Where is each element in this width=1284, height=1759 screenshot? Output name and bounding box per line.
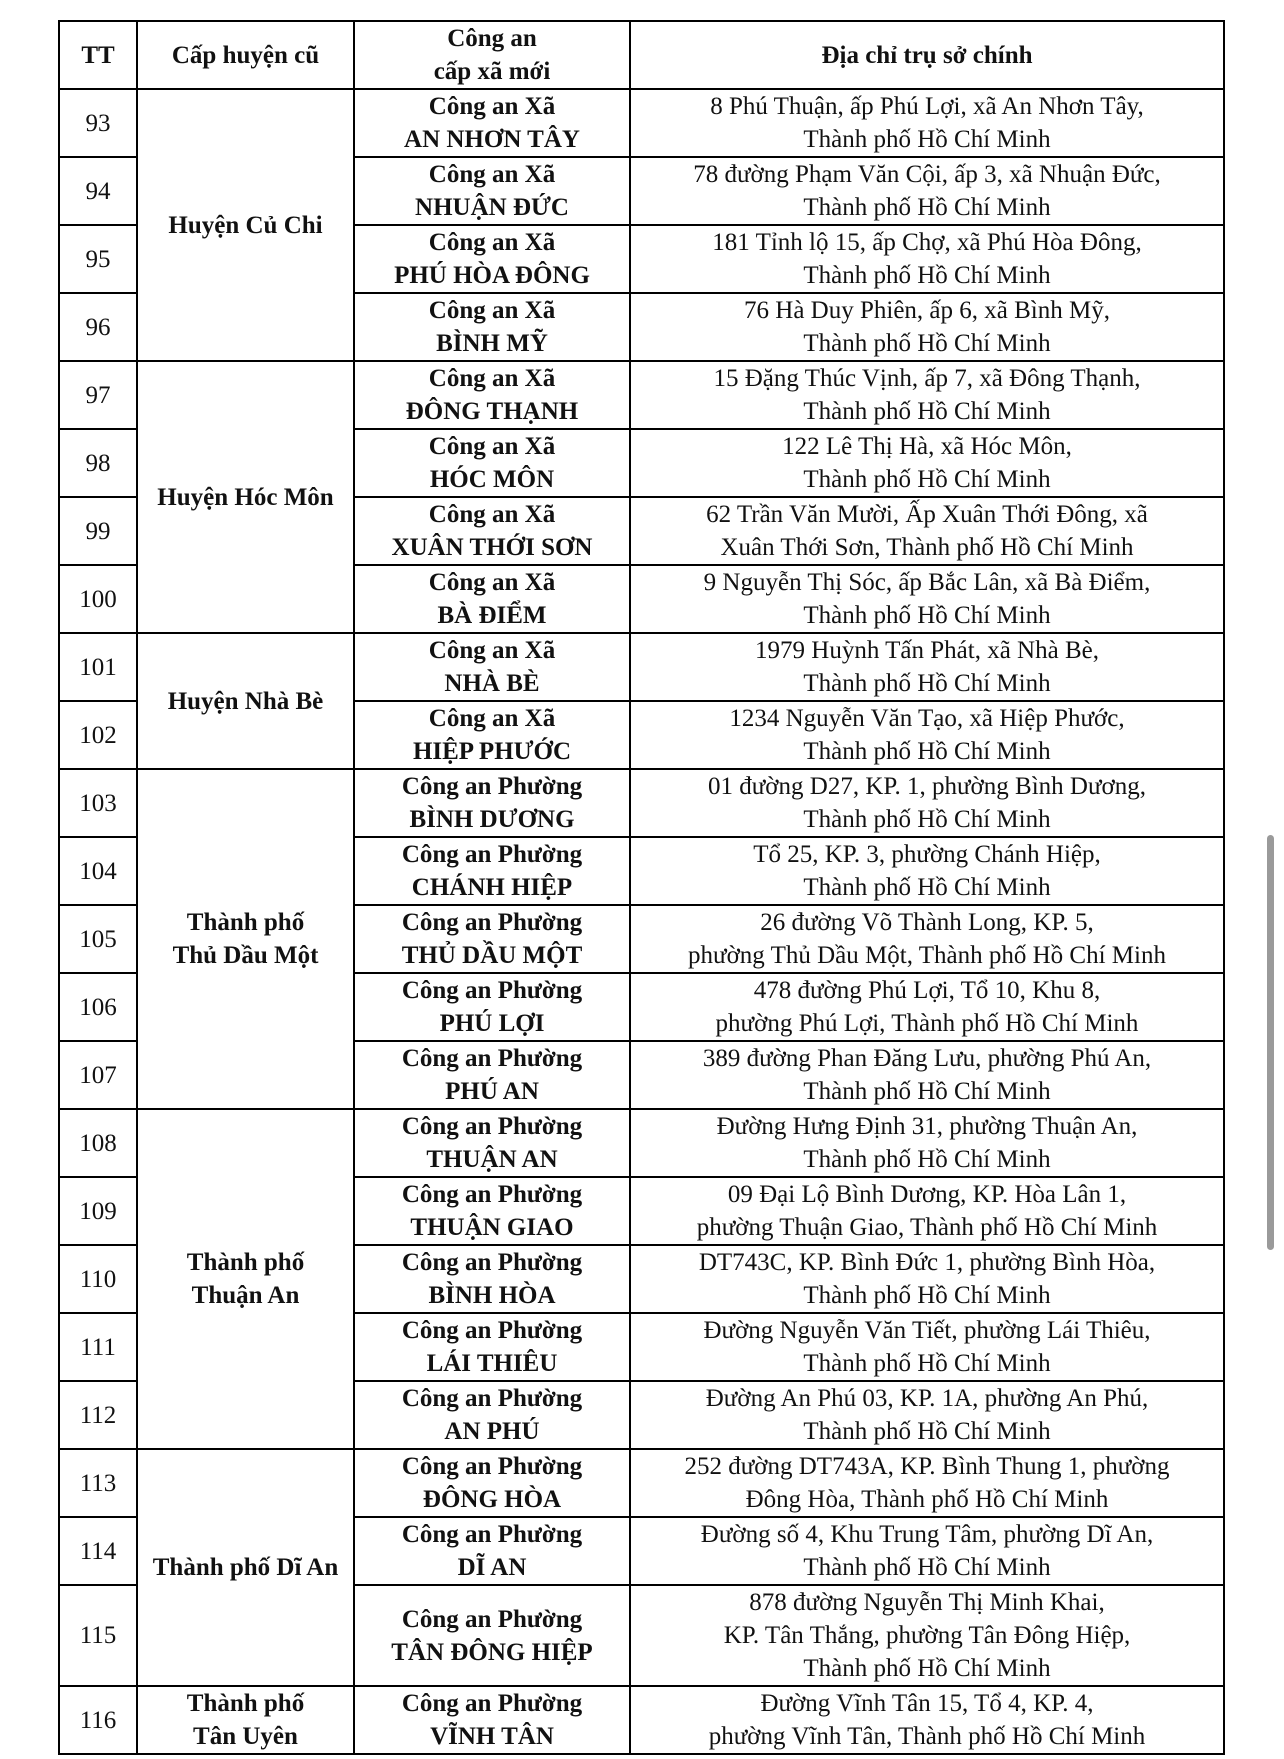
table-row [59,769,1224,837]
address-line: Thành phố Hồ Chí Minh [803,1282,1051,1309]
address-line: Thành phố Hồ Chí Minh [803,262,1051,289]
unit-type: Công an Phường [401,977,583,1004]
header-tt: TT [59,21,137,89]
headquarters-address-cell [630,633,1224,701]
unit-type: Công an Xã [428,569,556,596]
headquarters-address-cell [630,701,1224,769]
unit-type: Công an Phường [401,1249,583,1276]
headquarters-address-cell [630,89,1224,157]
headquarters-address-cell [630,769,1224,837]
old-district-name: Thành phố Dĩ An [152,1554,339,1581]
row-number: 114 [59,1517,137,1585]
unit-type: Công an Xã [428,501,556,528]
headquarters-address-cell [630,973,1224,1041]
address-line: Thành phố Hồ Chí Minh [803,1655,1051,1682]
table-row [59,633,1224,701]
old-district-name: Thành phố [186,1690,305,1717]
address-line: Đường Hưng Định 31, phường Thuận An, [716,1113,1138,1140]
address-line: Thành phố Hồ Chí Minh [803,194,1051,221]
headquarters-address-cell [630,157,1224,225]
address-line: Thành phố Hồ Chí Minh [803,1078,1051,1105]
address-line: Thành phố Hồ Chí Minh [803,1418,1051,1445]
unit-name: AN PHÚ [444,1418,540,1445]
new-police-unit-cell [354,701,630,769]
unit-name: BÌNH DƯƠNG [409,806,575,833]
new-police-unit-cell [354,429,630,497]
address-line: 1234 Nguyễn Văn Tạo, xã Hiệp Phước, [729,705,1125,732]
new-police-unit-cell [354,837,630,905]
headquarters-address-cell [630,1177,1224,1245]
unit-type: Công an Phường [401,1605,583,1633]
police-address-table [58,20,1225,1755]
headquarters-address-cell [630,429,1224,497]
address-line: Thành phố Hồ Chí Minh [803,1554,1051,1581]
old-district-cell [137,769,354,1109]
address-line: phường Phú Lợi, Thành phố Hồ Chí Minh [715,1010,1139,1037]
unit-name: VĨNH TÂN [430,1723,554,1750]
table-row [59,1449,1224,1517]
table-row [59,1109,1224,1177]
unit-name: THUẬN AN [426,1146,558,1173]
new-police-unit-cell [354,1585,630,1686]
row-number: 99 [59,497,137,565]
address-line: 8 Phú Thuận, ấp Phú Lợi, xã An Nhơn Tây, [710,93,1144,120]
row-number: 96 [59,293,137,361]
unit-name: NHUẬN ĐỨC [415,194,569,221]
address-line: Thành phố Hồ Chí Minh [803,670,1051,697]
new-police-unit-cell [354,1686,630,1754]
scrollbar-thumb[interactable] [1267,835,1274,1250]
old-district-name: Thủ Dầu Một [172,942,319,969]
address-line: DT743C, KP. Bình Đức 1, phường Bình Hòa, [698,1249,1156,1276]
headquarters-address-cell [630,293,1224,361]
header-unit-line2: cấp xã mới [433,58,551,85]
unit-name: BÌNH HÒA [428,1282,556,1309]
old-district-name: Tân Uyên [193,1723,298,1750]
header-unit [354,21,630,89]
address-line: phường Vĩnh Tân, Thành phố Hồ Chí Minh [708,1723,1146,1750]
table-header-row [59,21,1224,89]
old-district-cell [137,89,354,361]
new-police-unit-cell [354,157,630,225]
unit-type: Công an Phường [401,909,583,936]
unit-name: XUÂN THỚI SƠN [391,534,593,561]
old-district-name: Huyện Củ Chi [168,211,323,239]
unit-name: NHÀ BÈ [444,670,540,697]
unit-type: Công an Phường [401,1317,583,1344]
unit-name: DĨ AN [457,1554,527,1581]
address-line: 01 đường D27, KP. 1, phường Bình Dương, [708,773,1146,800]
new-police-unit-cell [354,1449,630,1517]
unit-name: ĐÔNG THẠNH [405,398,579,425]
headquarters-address-cell [630,905,1224,973]
new-police-unit-cell [354,1517,630,1585]
unit-type: Công an Phường [401,1690,583,1717]
address-line: Xuân Thới Sơn, Thành phố Hồ Chí Minh [720,534,1134,561]
unit-name: PHÚ AN [445,1078,539,1105]
headquarters-address-cell [630,1245,1224,1313]
address-line: Thành phố Hồ Chí Minh [803,126,1051,153]
headquarters-address-cell [630,1041,1224,1109]
new-police-unit-cell [354,973,630,1041]
new-police-unit-cell [354,497,630,565]
old-district-cell [137,1686,354,1754]
unit-name: AN NHƠN TÂY [404,126,580,153]
row-number: 98 [59,429,137,497]
address-line: Thành phố Hồ Chí Minh [803,1350,1051,1377]
table-row [59,1686,1224,1754]
old-district-name: Huyện Hóc Môn [157,483,334,511]
table-row [59,361,1224,429]
address-line: Thành phố Hồ Chí Minh [803,466,1051,493]
address-line: 76 Hà Duy Phiên, ấp 6, xã Bình Mỹ, [744,297,1110,324]
address-line: Đường Vĩnh Tân 15, Tổ 4, KP. 4, [760,1690,1094,1717]
headquarters-address-cell [630,565,1224,633]
row-number: 107 [59,1041,137,1109]
row-number: 110 [59,1245,137,1313]
unit-name: BÀ ĐIỂM [437,602,547,629]
unit-type: Công an Phường [401,1521,583,1548]
address-line: 122 Lê Thị Hà, xã Hóc Môn, [782,433,1072,460]
new-police-unit-cell [354,1381,630,1449]
new-police-unit-cell [354,293,630,361]
address-line: Đường Nguyễn Văn Tiết, phường Lái Thiêu, [703,1317,1151,1344]
address-line: 478 đường Phú Lợi, Tổ 10, Khu 8, [753,977,1101,1004]
unit-type: Công an Xã [428,229,556,256]
address-line: Đường số 4, Khu Trung Tâm, phường Dĩ An, [700,1521,1154,1548]
row-number: 101 [59,633,137,701]
address-line: 62 Trần Văn Mười, Ấp Xuân Thới Đông, xã [706,501,1148,528]
address-line: Thành phố Hồ Chí Minh [803,330,1051,357]
row-number: 94 [59,157,137,225]
headquarters-address-cell [630,1585,1224,1686]
unit-name: ĐÔNG HÒA [422,1486,562,1513]
address-line: 878 đường Nguyễn Thị Minh Khai, [749,1589,1105,1616]
address-line: phường Thủ Dầu Một, Thành phố Hồ Chí Minh [688,942,1166,969]
unit-type: Công an Xã [428,297,556,324]
row-number: 108 [59,1109,137,1177]
headquarters-address-cell [630,1449,1224,1517]
row-number: 112 [59,1381,137,1449]
address-line: Thành phố Hồ Chí Minh [803,398,1051,425]
headquarters-address-cell [630,1517,1224,1585]
address-line: 78 đường Phạm Văn Cội, ấp 3, xã Nhuận Đức, [693,161,1161,188]
unit-name: BÌNH MỸ [436,330,548,357]
address-line: Đường An Phú 03, KP. 1A, phường An Phú, [705,1385,1149,1412]
row-number: 97 [59,361,137,429]
row-number: 100 [59,565,137,633]
address-line: Thành phố Hồ Chí Minh [803,602,1051,629]
row-number: 93 [59,89,137,157]
row-number: 103 [59,769,137,837]
new-police-unit-cell [354,565,630,633]
address-line: 15 Đặng Thúc Vịnh, ấp 7, xã Đông Thạnh, [713,365,1141,392]
address-line: Thành phố Hồ Chí Minh [803,738,1051,765]
old-district-cell [137,361,354,633]
row-number: 115 [59,1585,137,1686]
unit-type: Công an Phường [401,1181,583,1208]
address-line: Thành phố Hồ Chí Minh [803,806,1051,833]
row-number: 106 [59,973,137,1041]
old-district-name: Thành phố [186,1249,305,1276]
unit-type: Công an Phường [401,1385,583,1412]
new-police-unit-cell [354,89,630,157]
headquarters-address-cell [630,1686,1224,1754]
address-line: 09 Đại Lộ Bình Dương, KP. Hòa Lân 1, [727,1181,1127,1208]
unit-type: Công an Xã [428,93,556,120]
row-number: 111 [59,1313,137,1381]
address-line: 26 đường Võ Thành Long, KP. 5, [760,909,1094,936]
address-line: Thành phố Hồ Chí Minh [803,874,1051,901]
address-line: phường Thuận Giao, Thành phố Hồ Chí Minh [696,1214,1158,1241]
old-district-name: Huyện Nhà Bè [167,687,324,715]
unit-type: Công an Phường [401,1113,583,1140]
row-number: 95 [59,225,137,293]
header-address: Địa chỉ trụ sở chính [630,21,1224,89]
unit-type: Công an Phường [401,773,583,800]
row-number: 116 [59,1686,137,1754]
old-district-cell [137,1109,354,1449]
new-police-unit-cell [354,1245,630,1313]
new-police-unit-cell [354,1041,630,1109]
address-line: 9 Nguyễn Thị Sóc, ấp Bắc Lân, xã Bà Điểm, [703,569,1151,596]
new-police-unit-cell [354,1109,630,1177]
unit-name: CHÁNH HIỆP [411,874,573,901]
unit-type: Công an Xã [428,637,556,664]
headquarters-address-cell [630,225,1224,293]
unit-type: Công an Xã [428,705,556,732]
unit-type: Công an Xã [428,365,556,392]
old-district-cell [137,633,354,769]
unit-type: Công an Phường [401,1045,583,1072]
unit-name: LÁI THIÊU [426,1350,558,1377]
unit-type: Công an Xã [428,161,556,188]
address-line: 389 đường Phan Đăng Lưu, phường Phú An, [702,1045,1152,1072]
unit-type: Công an Phường [401,841,583,868]
unit-type: Công an Xã [428,433,556,460]
headquarters-address-cell [630,497,1224,565]
unit-name: PHÚ HÒA ĐÔNG [394,262,590,289]
table-row [59,89,1224,157]
row-number: 109 [59,1177,137,1245]
old-district-cell [137,1449,354,1686]
address-line: KP. Tân Thắng, phường Tân Đông Hiệp, [723,1622,1131,1649]
address-line: Đông Hòa, Thành phố Hồ Chí Minh [745,1486,1109,1513]
row-number: 113 [59,1449,137,1517]
old-district-name: Thành phố [186,909,305,936]
headquarters-address-cell [630,1381,1224,1449]
header-district: Cấp huyện cũ [137,21,354,89]
unit-name: THUẬN GIAO [410,1214,574,1241]
row-number: 105 [59,905,137,973]
new-police-unit-cell [354,225,630,293]
new-police-unit-cell [354,633,630,701]
address-line: Thành phố Hồ Chí Minh [803,1146,1051,1173]
new-police-unit-cell [354,1313,630,1381]
address-line: 181 Tỉnh lộ 15, ấp Chợ, xã Phú Hòa Đông, [712,229,1142,256]
row-number: 104 [59,837,137,905]
new-police-unit-cell [354,769,630,837]
unit-name: THỦ DẦU MỘT [401,942,583,969]
unit-name: TÂN ĐÔNG HIỆP [391,1638,593,1666]
address-line: Tổ 25, KP. 3, phường Chánh Hiệp, [753,841,1101,868]
unit-name: HÓC MÔN [429,466,555,493]
headquarters-address-cell [630,837,1224,905]
unit-name: HIỆP PHƯỚC [412,738,572,765]
unit-name: PHÚ LỢI [439,1010,545,1037]
new-police-unit-cell [354,1177,630,1245]
address-line: 252 đường DT743A, KP. Bình Thung 1, phường [684,1453,1170,1480]
headquarters-address-cell [630,1109,1224,1177]
unit-type: Công an Phường [401,1453,583,1480]
new-police-unit-cell [354,361,630,429]
row-number: 102 [59,701,137,769]
new-police-unit-cell [354,905,630,973]
table-body [59,89,1224,1754]
headquarters-address-cell [630,361,1224,429]
old-district-name: Thuận An [191,1282,300,1309]
address-line: 1979 Huỳnh Tấn Phát, xã Nhà Bè, [755,637,1099,664]
header-unit-line1: Công an [447,25,537,52]
headquarters-address-cell [630,1313,1224,1381]
